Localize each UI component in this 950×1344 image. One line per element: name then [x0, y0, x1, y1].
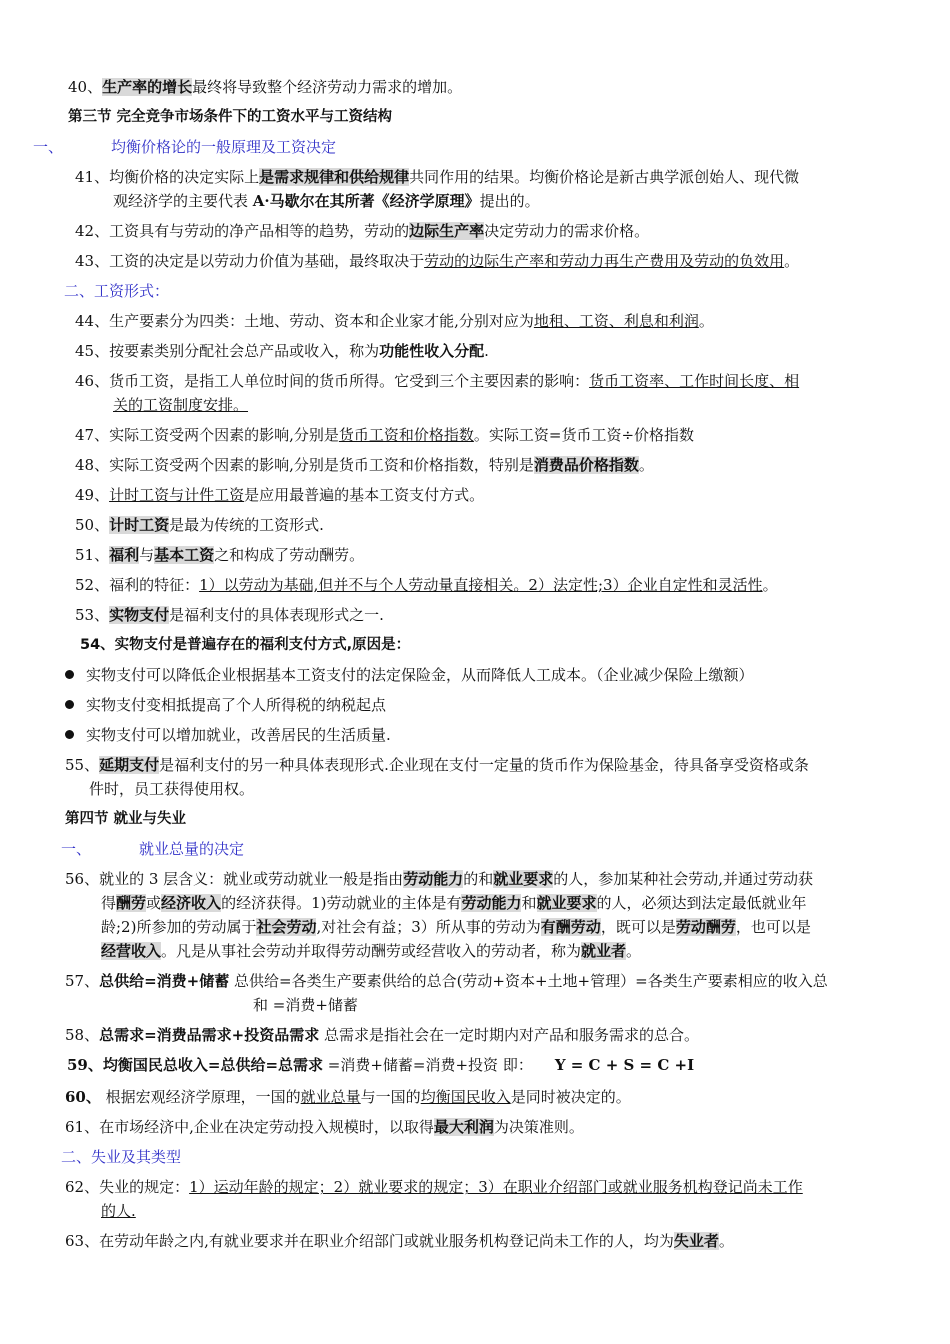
- item-text: 。: [784, 252, 800, 270]
- item-text: 总需求是指社会在一定时期内对产品和服务需求的总合。: [319, 1026, 700, 1044]
- key-term: 功能性收入分配: [379, 342, 485, 360]
- underlined-text: 劳动的边际生产率和劳动力再生产费用及劳动的负效用: [424, 252, 785, 270]
- item-text: 。: [762, 576, 778, 594]
- bullet-icon: [65, 730, 74, 739]
- key-term: 基本工资: [154, 546, 215, 564]
- item-number: 45、: [75, 342, 110, 360]
- item-text: 就业的 3 层含义：就业或劳动就业一般是指由: [99, 870, 404, 888]
- item-text: 。凡是从事社会劳动并取得劳动酬劳或经营收入的劳动者，称为: [161, 942, 582, 960]
- item-text: 的经济获得。1)劳动就业的主体是有: [221, 894, 462, 912]
- item-text: ,对社会有益；3）所从事的劳动为: [316, 918, 541, 936]
- item-52: [75, 575, 778, 595]
- item-50: [75, 515, 324, 535]
- item-text: 是应用最普遍的基本工资支付方式。: [244, 486, 485, 504]
- item-text: 龄;2)所参加的劳动属于: [101, 918, 257, 936]
- item-41: [75, 167, 799, 187]
- item-text: 按要素类别分配社会总产品或收入，称为: [109, 342, 380, 360]
- bullet-text: 实物支付可以增加就业，改善居民的生活质量.: [86, 726, 391, 744]
- underlined-text: 的人.: [101, 1202, 136, 1220]
- item-text: ，也可以是: [735, 918, 811, 936]
- item-text: 为决策准则。: [493, 1118, 584, 1136]
- item-56-cont-2: [101, 917, 811, 937]
- subsection-number: 一、: [33, 138, 64, 156]
- item-57-cont: [253, 995, 358, 1015]
- item-text: 是最为传统的工资形式.: [169, 516, 324, 534]
- key-term: 总供给=消费+储蓄: [99, 972, 230, 990]
- key-term: 是需求规律和供给规律: [259, 168, 410, 186]
- item-text: 的人，必须达到法定最低就业年: [596, 894, 807, 912]
- item-text: 根据宏观经济学原理，一国的: [100, 1088, 301, 1106]
- bullet-text: 实物支付变相抵提高了个人所得税的纳税起点: [86, 696, 387, 714]
- bullet-icon: [65, 670, 74, 679]
- item-text: 是福利支付的另一种具体表现形式.企业现在支付一定量的货币作为保险基金，待具备享受资格或条: [159, 756, 809, 774]
- subsection-heading-2: 二、工资形式：: [64, 282, 170, 300]
- key-term: 实物支付: [109, 606, 170, 624]
- bullet-item: [65, 665, 754, 685]
- item-text: 。: [638, 456, 654, 474]
- item-text: 的和: [463, 870, 494, 888]
- item-number: 49、: [75, 486, 110, 504]
- item-60: [65, 1087, 631, 1107]
- item-text: 或: [146, 894, 162, 912]
- key-term: 边际生产率: [409, 222, 485, 240]
- bullet-icon: [65, 700, 74, 709]
- bullet-text: 实物支付可以降低企业根据基本工资支付的法定保险金，从而降低人工成本。（企业减少保险上缴额）: [86, 666, 754, 684]
- item-text: ，既可以是: [600, 918, 676, 936]
- underlined-text: 货币工资和价格指数: [338, 426, 474, 444]
- subsection-title: 均衡价格论的一般原理及工资决定: [111, 138, 337, 156]
- key-term: 均衡国民总收入=总供给=总需求: [102, 1056, 324, 1074]
- item-text: 件时，员工获得使用权。: [89, 780, 255, 798]
- item-42: [75, 221, 649, 241]
- item-text: 决定劳动力的需求价格。: [484, 222, 650, 240]
- underlined-text: 1）运动年龄的规定；2）就业要求的规定；3）在职业介绍部门或就业服务机构登记尚未工作: [189, 1178, 803, 1196]
- item-number: 53、: [75, 606, 110, 624]
- key-term: A·马歇尔在其所著《经济学原理》: [252, 192, 480, 210]
- item-text: 福利的特征：: [109, 576, 200, 594]
- subsection-heading-4: 二、失业及其类型: [61, 1148, 182, 1166]
- key-term: 就业要求: [536, 894, 597, 912]
- item-number: 62、: [65, 1178, 100, 1196]
- bullet-item: [65, 725, 391, 745]
- item-62: [65, 1177, 803, 1197]
- item-40: [68, 77, 462, 97]
- key-term: 劳动能力: [403, 870, 464, 888]
- key-term: 劳动酬劳: [675, 918, 736, 936]
- item-number: 47、: [75, 426, 110, 444]
- item-text: 在劳动年龄之内,有就业要求并在职业介绍部门或就业服务机构登记尚未工作的人，均为: [99, 1232, 674, 1250]
- item-59: [67, 1055, 694, 1075]
- item-text: 最终将导致整个经济劳动力需求的增加。: [192, 78, 463, 96]
- item-number: 52、: [75, 576, 110, 594]
- underlined-text: 1）以劳动为基础,但并不与个人劳动量直接相关。2）法定性;3）企业自定性和灵活性: [199, 576, 763, 594]
- item-number: 58、: [65, 1026, 100, 1044]
- item-text: 得: [101, 894, 117, 912]
- item-text: 失业的规定：: [99, 1178, 190, 1196]
- item-text: 提出的。: [479, 192, 540, 210]
- key-term: 消费品价格指数: [533, 456, 639, 474]
- item-text: 是同时被决定的。: [510, 1088, 631, 1106]
- item-number: 59、: [67, 1056, 103, 1074]
- key-term: 酬劳: [116, 894, 147, 912]
- item-text: 生产要素分为四类：土地、劳动、资本和企业家才能,分别对应为: [109, 312, 534, 330]
- key-term: 延期支付: [99, 756, 160, 774]
- item-text: 共同作用的结果。均衡价格论是新古典学派创始人、现代微: [409, 168, 800, 186]
- item-text: 。实际工资=货币工资÷价格指数: [473, 426, 695, 444]
- item-number: 46、: [75, 372, 110, 390]
- subsection-heading-1: [33, 137, 336, 157]
- key-term: 失业者: [673, 1232, 719, 1250]
- item-53: [75, 605, 384, 625]
- item-text: 工资具有与劳动的净产品相等的趋势，劳动的: [109, 222, 410, 240]
- item-number: 50、: [75, 516, 110, 534]
- item-text: .: [484, 342, 489, 360]
- item-number: 63、: [65, 1232, 100, 1250]
- section-4-heading: 第四节 就业与失业: [65, 811, 187, 827]
- key-term: 最大利润: [433, 1118, 494, 1136]
- item-number: 41、: [75, 168, 110, 186]
- key-term: 经济收入: [161, 894, 222, 912]
- section-3-heading: 第三节 完全竞争市场条件下的工资水平与工资结构: [68, 109, 393, 125]
- item-text: 观经济学的主要代表: [113, 192, 253, 210]
- item-62-cont: [101, 1201, 136, 1221]
- item-number: 40、: [68, 78, 103, 96]
- item-text: 与: [139, 546, 155, 564]
- item-51: [75, 545, 364, 565]
- item-56: [65, 869, 813, 889]
- item-text: 和: [521, 894, 537, 912]
- item-text: 。: [718, 1232, 734, 1250]
- item-57: [65, 971, 828, 991]
- key-term: 经营收入: [101, 942, 162, 960]
- key-term: 生产率的增长: [102, 78, 193, 96]
- item-number: 51、: [75, 546, 110, 564]
- underlined-text: 就业总量: [300, 1088, 361, 1106]
- item-number: 48、: [75, 456, 110, 474]
- key-term: 就业者: [581, 942, 627, 960]
- underlined-text: 地租、工资、利息和利润: [533, 312, 699, 330]
- item-46: [75, 371, 799, 391]
- key-term: 劳动能力: [461, 894, 522, 912]
- item-number: 56、: [65, 870, 100, 888]
- item-45: [75, 341, 489, 361]
- item-text: 实际工资受两个因素的影响,分别是: [109, 426, 339, 444]
- item-text: 在市场经济中,企业在决定劳动投入规模时，以取得: [99, 1118, 434, 1136]
- underlined-text: 关的工资制度安排。: [113, 396, 249, 414]
- item-46-cont: [113, 395, 248, 415]
- item-56-cont-3: [101, 941, 641, 961]
- item-56-cont-1: [101, 893, 807, 913]
- underlined-text: 均衡国民收入: [420, 1088, 511, 1106]
- key-term: 福利: [109, 546, 140, 564]
- equation: Y = C + S = C +I: [554, 1056, 695, 1074]
- key-term: 有酬劳动: [540, 918, 601, 936]
- item-text: 的人，参加某种社会劳动,并通过劳动获: [553, 870, 814, 888]
- item-number: 57、: [65, 972, 100, 990]
- item-number: 55、: [65, 756, 100, 774]
- item-58: [65, 1025, 699, 1045]
- item-text: 和 =消费+储蓄: [253, 996, 358, 1014]
- subsection-number: 一、: [61, 840, 92, 858]
- item-number: 61、: [65, 1118, 100, 1136]
- item-55-cont: [89, 779, 254, 799]
- subsection-heading-3: [61, 839, 244, 859]
- item-44: [75, 311, 714, 331]
- item-number: 43、: [75, 252, 110, 270]
- item-text: 是福利支付的具体表现形式之一.: [169, 606, 384, 624]
- bullet-item: [65, 695, 386, 715]
- item-text: 工资的决定是以劳动力价值为基础，最终取决于: [109, 252, 425, 270]
- item-text: =消费+储蓄=消费+投资 即：: [323, 1056, 533, 1074]
- item-number: 42、: [75, 222, 110, 240]
- item-text: 。: [626, 942, 642, 960]
- item-number: 60、: [65, 1088, 101, 1106]
- item-text: 货币工资，是指工人单位时间的货币所得。它受到三个主要因素的影响：: [109, 372, 590, 390]
- item-41-cont: [113, 191, 540, 211]
- item-text: 。: [698, 312, 714, 330]
- key-term: 计时工资: [109, 516, 170, 534]
- item-43: [75, 251, 799, 271]
- item-text: 实际工资受两个因素的影响,分别是货币工资和价格指数，特别是: [109, 456, 534, 474]
- item-text: 均衡价格的决定实际上: [109, 168, 260, 186]
- item-text: 总供给=各类生产要素供给的总合(劳动+资本+土地+管理）=各类生产要素相应的收入总: [229, 972, 828, 990]
- item-61: [65, 1117, 584, 1137]
- item-text: 之和构成了劳动酬劳。: [214, 546, 365, 564]
- underlined-text: 货币工资率、工作时间长度、相: [589, 372, 800, 390]
- item-text: 与一国的: [360, 1088, 421, 1106]
- item-55: [65, 755, 809, 775]
- item-number: 44、: [75, 312, 110, 330]
- item-63: [65, 1231, 734, 1251]
- item-48: [75, 455, 654, 475]
- key-term: 就业要求: [493, 870, 554, 888]
- key-term: 总需求=消费品需求+投资品需求: [99, 1026, 320, 1044]
- item-47: [75, 425, 694, 445]
- subsection-title: 就业总量的决定: [139, 840, 245, 858]
- underlined-text: 计时工资与计件工资: [109, 486, 245, 504]
- item-49: [75, 485, 484, 505]
- key-term: 社会劳动: [256, 918, 317, 936]
- item-54-heading: 54、实物支付是普遍存在的福利支付方式,原因是：: [80, 637, 411, 653]
